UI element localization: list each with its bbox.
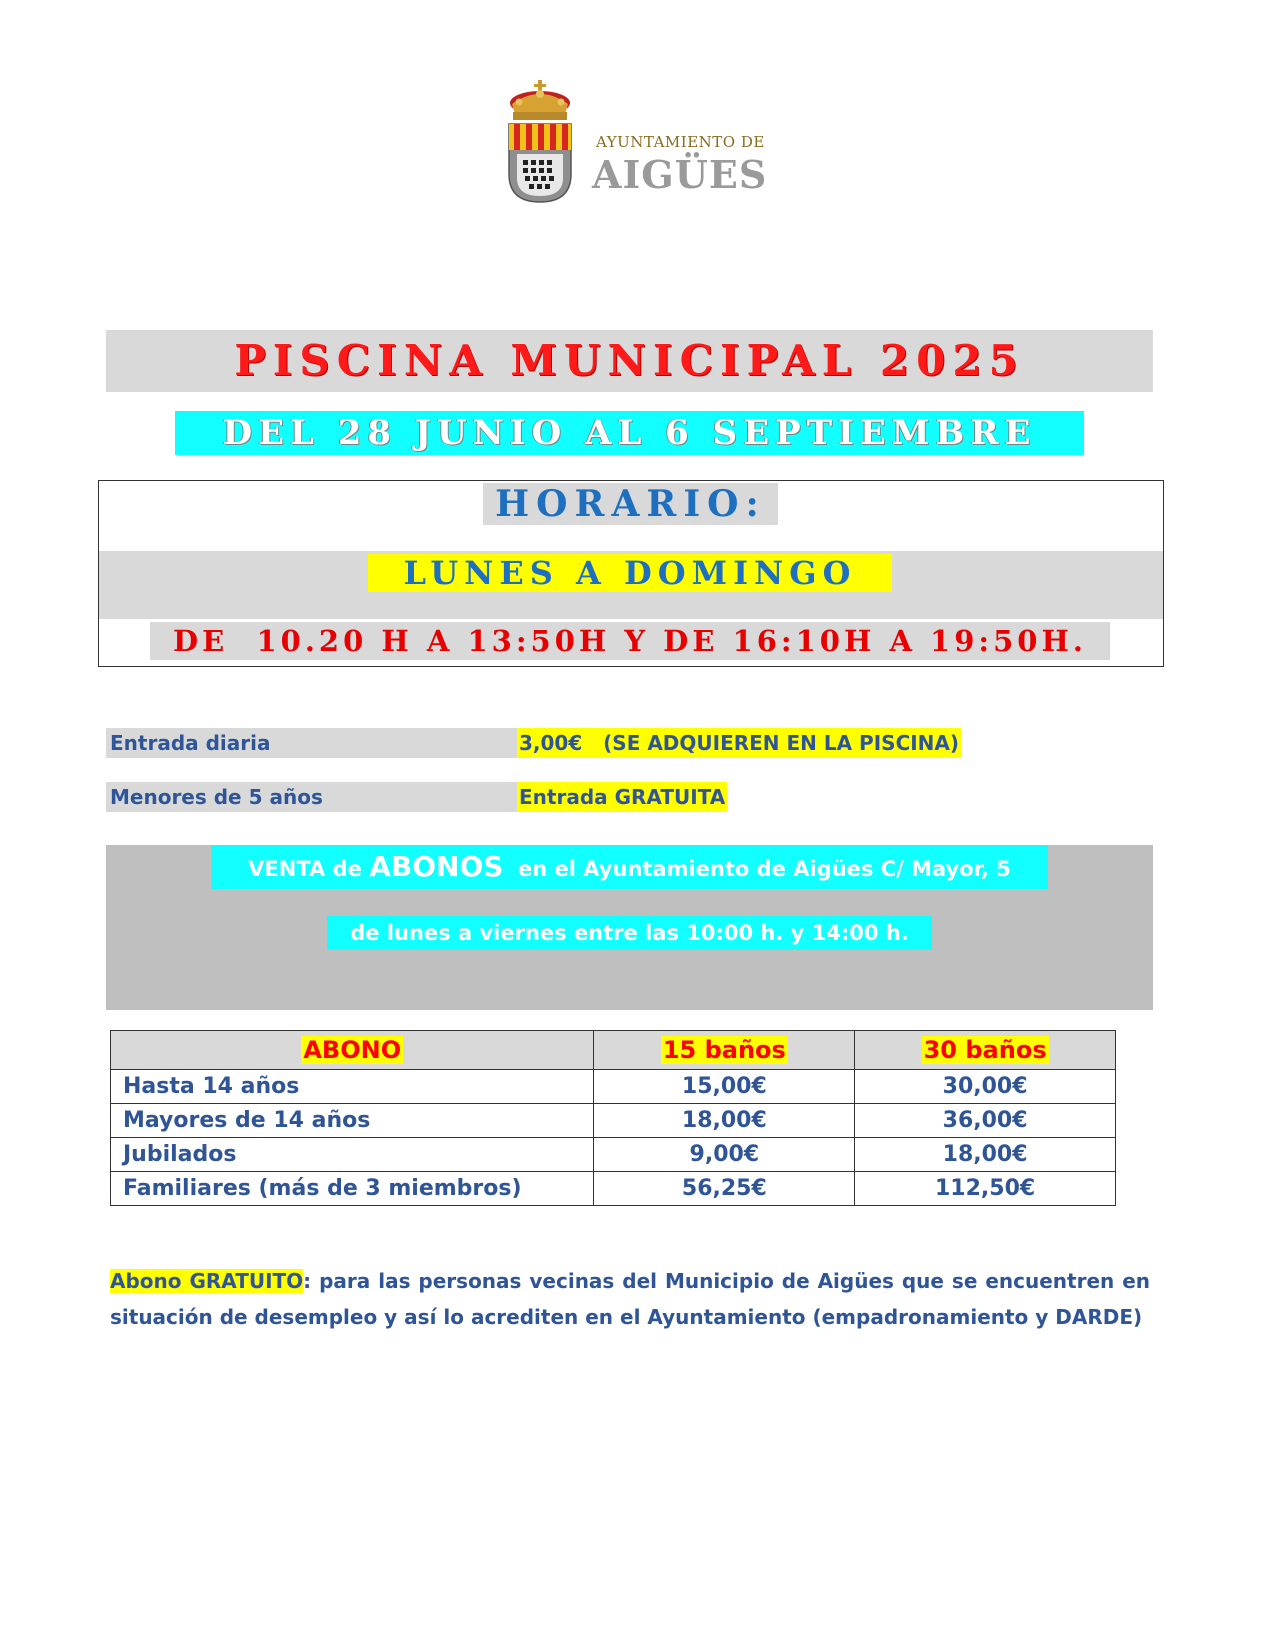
price-cell: 18,00€	[855, 1138, 1116, 1172]
header-30-banos: 30 baños	[923, 1036, 1047, 1064]
row-label: Jubilados	[111, 1138, 594, 1172]
venta-prefix: VENTA de	[248, 857, 370, 881]
logo-text-ayuntamiento: AYUNTAMIENTO DE	[596, 133, 765, 151]
price-cell: 112,50€	[855, 1172, 1116, 1206]
entrada-diaria-value: 3,00€ (SE ADQUIEREN EN LA PISCINA)	[517, 728, 961, 758]
price-cell: 18,00€	[594, 1104, 855, 1138]
venta-suffix: en el Ayuntamiento de Aigües C/ Mayor, 5	[503, 857, 1011, 881]
table-header-row	[111, 1031, 1116, 1070]
table-row	[111, 1138, 1116, 1172]
logo-text-aigues: AIGÜES	[592, 152, 768, 197]
menores-label: Menores de 5 años	[106, 782, 526, 812]
table-header	[594, 1031, 855, 1070]
header-15-banos: 15 baños	[662, 1036, 786, 1064]
table-header	[111, 1031, 594, 1070]
page-title: PISCINA MUNICIPAL 2025	[234, 336, 1025, 385]
row-label: Familiares (más de 3 miembros)	[111, 1172, 594, 1206]
horario-label: HORARIO:	[483, 483, 778, 525]
season-dates: DEL 28 JUNIO AL 6 SEPTIEMBRE	[175, 411, 1084, 455]
abono-gratuito-note	[110, 1263, 1150, 1335]
header-abono: ABONO	[303, 1036, 402, 1064]
crown-icon	[510, 80, 570, 120]
shield-icon	[509, 124, 571, 202]
venta-emphasis: ABONOS	[369, 850, 504, 883]
price-cell: 9,00€	[594, 1138, 855, 1172]
table-row	[111, 1172, 1116, 1206]
venta-line	[211, 845, 1048, 889]
price-cell: 56,25€	[594, 1172, 855, 1206]
venta-schedule: de lunes a viernes entre las 10:00 h. y 14:00 h.	[327, 916, 932, 950]
abono-price-table	[110, 1030, 1116, 1206]
row-label: Hasta 14 años	[111, 1070, 594, 1104]
horario-hours: DE 10.20 H A 13:50H Y DE 16:10H A 19:50H.	[150, 622, 1110, 660]
horario-days: LUNES A DOMINGO	[368, 554, 892, 592]
table-row	[111, 1070, 1116, 1104]
note-text: : para las personas vecinas del Municipio de Aigües que se encuentren en situación de desempleo y así lo acrediten en el Ayuntamiento (empadronamiento y DARDE)	[110, 1269, 1151, 1329]
table-header	[855, 1031, 1116, 1070]
price-cell: 30,00€	[855, 1070, 1116, 1104]
table-row	[111, 1104, 1116, 1138]
row-label: Mayores de 14 años	[111, 1104, 594, 1138]
entrada-diaria-label: Entrada diaria	[106, 728, 526, 758]
price-cell: 36,00€	[855, 1104, 1116, 1138]
note-highlight: Abono GRATUITO	[110, 1269, 304, 1293]
menores-value: Entrada GRATUITA	[517, 782, 727, 812]
price-cell: 15,00€	[594, 1070, 855, 1104]
